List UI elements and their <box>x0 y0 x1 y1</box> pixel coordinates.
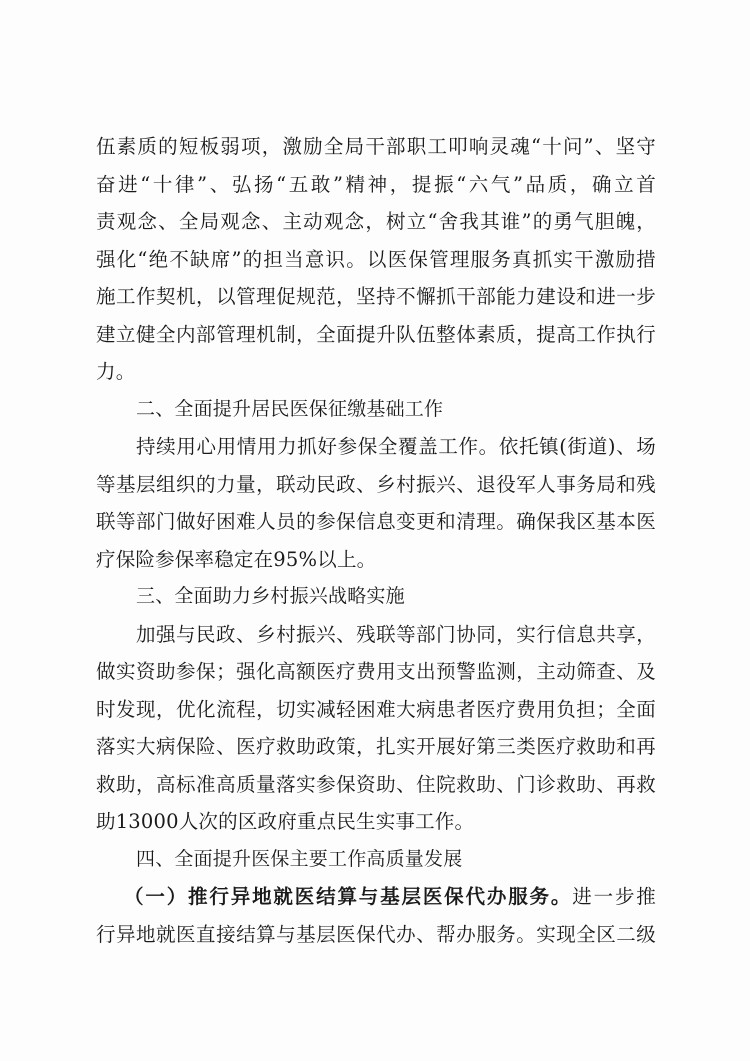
paragraph-line: 做实资助参保；强化高额医疗费用支出预警监测，主动筛查、及 <box>96 660 656 683</box>
paragraph-line: 强化“绝不缺席”的担当意识。以医保管理服务真抓实干激励措 <box>96 247 656 271</box>
paragraph-line: 疗保险参保率稳定在95%以上。 <box>96 547 377 571</box>
subsection-title: （一）推行异地就医结算与基层医保代办服务。 <box>124 885 573 908</box>
section-heading: 二、全面提升居民医保征缴基础工作 <box>136 397 444 420</box>
paragraph-line: 时发现，优化流程，切实减轻困难大病患者医疗费用负担；全面 <box>96 697 656 721</box>
subsection-text: 进一步推 <box>572 885 656 908</box>
paragraph-line: 落实大病保险、医疗救助政策，扎实开展好第三类医疗救助和再 <box>96 735 656 758</box>
section-heading: 三、全面助力乡村振兴战略实施 <box>136 585 405 607</box>
paragraph-line: 加强与民政、乡村振兴、残联等部门协同，实行信息共享， <box>136 622 656 646</box>
document-body <box>96 128 656 953</box>
paragraph-line: 助13000人次的区政府重点民生实事工作。 <box>96 810 475 833</box>
paragraph-line: 建立健全内部管理机制，全面提升队伍整体素质，提高工作执行 <box>96 322 656 346</box>
paragraph-line: 奋进“十律”、弘扬“五敢”精神，提振“六气”品质，确立首 <box>96 172 656 196</box>
paragraph-line: 力。 <box>96 360 136 383</box>
paragraph-line: 联等部门做好困难人员的参保信息变更和清理。确保我区基本医 <box>96 510 656 533</box>
paragraph-line: 责观念、全局观念、主动观念，树立“舍我其谁”的勇气胆魄， <box>96 210 656 233</box>
subsection-line <box>96 878 656 916</box>
paragraph-line: 施工作契机，以管理促规范，坚持不懈抓干部能力建设和进一步 <box>96 285 656 308</box>
paragraph-line: 等基层组织的力量，联动民政、乡村振兴、退役军人事务局和残 <box>96 472 656 496</box>
paragraph-line: 持续用心用情用力抓好参保全覆盖工作。依托镇(街道)、场 <box>136 435 656 458</box>
paragraph-line: 行异地就医直接结算与基层医保代办、帮办服务。实现全区二级 <box>96 922 656 946</box>
section-heading: 四、全面提升医保主要工作高质量发展 <box>136 847 463 870</box>
paragraph-line: 救助，高标准高质量落实参保资助、住院救助、门诊救助、再救 <box>96 772 656 796</box>
paragraph-line: 伍素质的短板弱项，激励全局干部职工叩响灵魂“十问”、坚守 <box>96 135 656 158</box>
